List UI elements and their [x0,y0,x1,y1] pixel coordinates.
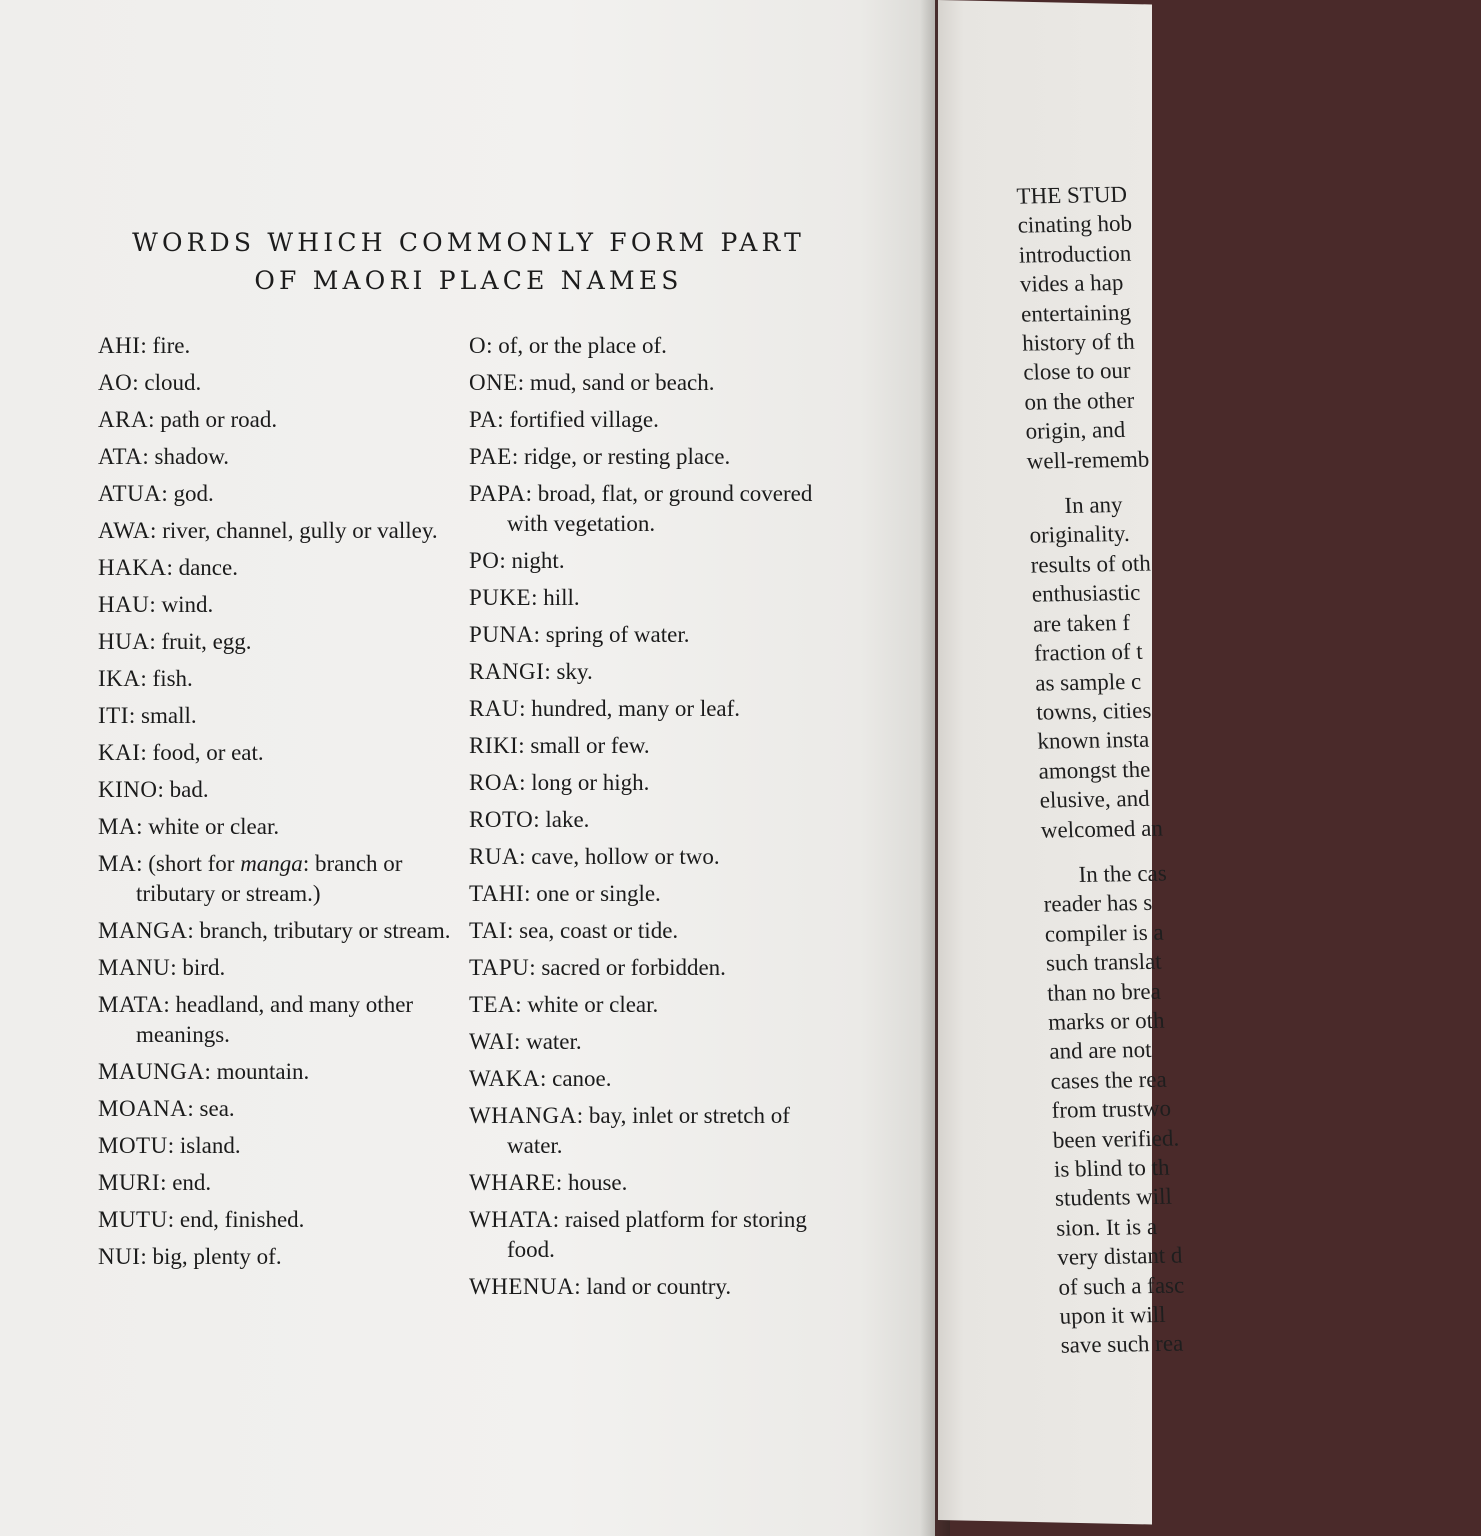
entry-definition: food, or eat. [152,740,264,765]
entry-word: HAU [98,592,150,617]
entry-colon: : [136,851,149,876]
facing-page-line: sion. It is a [1055,1213,1158,1241]
entry-definition: shadow. [154,444,230,469]
entry-colon: : [160,1170,173,1195]
glossary-entry [98,516,478,546]
entry-word: RAU [469,696,520,721]
facing-page-line: enthusiastic [1031,580,1141,607]
entry-word: ITI [98,703,129,728]
entry-colon: : [519,770,532,795]
facing-page-line: students will [1054,1184,1173,1212]
glossary-entry [469,768,849,798]
entry-definition: hill. [543,585,580,610]
facing-page-line: vides a hap [1019,270,1124,297]
entry-definition: raised platform for storing food. [507,1207,807,1262]
entry-colon: : [525,481,538,506]
entry-definition: fire. [152,333,191,358]
entry-word: AWA [98,518,151,543]
entry-colon: : [150,518,163,543]
facing-page-line: save such rea [1060,1331,1184,1359]
entry-colon: : [149,592,162,617]
glossary-entry [98,1131,478,1161]
glossary-entry [98,1205,478,1235]
facing-page-line: are taken f [1032,609,1131,637]
entry-colon: : [136,814,149,839]
entry-word: MATA [98,992,164,1017]
entry-colon: : [552,1207,565,1232]
entry-definition: mountain. [216,1059,310,1084]
entry-word: ATA [98,444,143,469]
glossary-entry [98,849,478,909]
facing-page-line: close to our [1022,358,1132,386]
entry-colon: : [148,407,161,432]
glossary-entry [98,1168,478,1198]
glossary-entry [469,368,849,398]
entry-colon: : [166,555,179,580]
glossary-entry [469,842,849,872]
glossary-entry [98,990,478,1050]
glossary-entry [469,1101,849,1161]
entry-definition: path or road. [160,407,278,432]
entry-word: NUI [98,1244,141,1269]
glossary-entry [98,627,478,657]
entry-word: HAKA [98,555,167,580]
facing-page-line: history of th [1021,328,1136,356]
facing-page [938,0,1185,1524]
entry-definition: sacred or forbidden. [541,955,726,980]
glossary-entry [469,583,849,613]
entry-word: RUA [469,844,520,869]
entry-word: PUNA [469,622,534,647]
entry-definition: end. [172,1170,212,1195]
entry-word: MUTU [98,1207,168,1232]
facing-page-line: THE STUD [1016,181,1128,209]
facing-page-line: In any [1063,492,1123,519]
right-column [469,331,849,1309]
entry-definition: cave, hollow or two. [531,844,720,869]
entry-definition: of, or the place of. [498,333,667,358]
glossary-entry [98,1242,478,1272]
entry-colon: : [140,333,153,358]
entry-word: ROA [469,770,520,795]
entry-word: PAE [469,444,512,469]
entry-colon: : [511,444,524,469]
entry-definition: fruit, egg. [161,629,252,654]
glossary-entry [98,479,478,509]
entry-definition: canoe. [552,1066,612,1091]
definition-part: : branch or tributary or stream.) [136,851,403,906]
entry-colon: : [519,696,532,721]
entry-word: WHARE [469,1170,556,1195]
entry-word: IKA [98,666,141,691]
entry-word: MA [98,814,137,839]
facing-page-line: results of oth [1030,550,1152,578]
entry-definition: branch, tributary or stream. [199,918,451,943]
entry-definition: one or single. [536,881,661,906]
entry-definition: headland, and many other meanings. [136,992,414,1047]
entry-colon: : [524,881,537,906]
entry-word: WHANGA [469,1103,577,1128]
facing-page-line: fraction of t [1033,638,1144,666]
glossary-entry [98,812,478,842]
entry-definition: island. [179,1133,241,1158]
glossary-entry [469,916,849,946]
entry-word: ARA [98,407,149,432]
entry-colon: : [140,740,153,765]
entry-definition: land or country. [586,1274,732,1299]
entry-colon: : [140,1244,153,1269]
facing-page-line: compiler is a [1044,919,1165,947]
facing-page-line: introduction [1018,240,1132,268]
entry-colon: : [142,444,155,469]
glossary-entry [469,805,849,835]
entry-word: MOANA [98,1096,188,1121]
entry-word: AHI [98,333,141,358]
facing-page-line: cinating hob [1017,211,1133,239]
entry-definition: small or few. [530,733,650,758]
title-line-2: OF MAORI PLACE NAMES [254,266,683,295]
entry-colon: : [187,1096,200,1121]
entry-definition: broad, flat, or ground covered with vegetation. [507,481,813,536]
entry-definition: bay, inlet or stretch of water. [507,1103,790,1158]
facing-page-line: of such a fasc [1057,1272,1185,1300]
glossary-entry [469,657,849,687]
facing-page-line: such translat [1045,948,1163,976]
entry-word: KAI [98,740,141,765]
entry-colon: : [533,622,546,647]
glossary-entry [469,331,849,361]
facing-page-line: towns, cities [1035,697,1152,725]
glossary-entry [469,620,849,650]
glossary-entry [98,916,478,946]
entry-word: HUA [98,629,150,654]
entry-word: WHENUA [469,1274,575,1299]
glossary-entry [469,479,849,539]
entry-colon: : [499,548,512,573]
facing-page-line: well-rememb [1026,446,1150,474]
glossary-entry [98,738,478,768]
entry-definition [136,851,402,906]
entry-definition: sky. [556,659,593,684]
entry-word: WAI [469,1029,514,1054]
entry-word: PUKE [469,585,532,610]
entry-definition: bad. [169,777,209,802]
facing-page-line: as sample c [1034,668,1142,696]
facing-page-line: upon it will [1059,1301,1167,1329]
glossary-entry [98,442,478,472]
glossary-entry [469,546,849,576]
glossary-entry [98,590,478,620]
entry-definition: white or clear. [148,814,280,839]
facing-page-line: reader has s [1043,890,1153,918]
entry-colon: : [187,918,200,943]
entry-word: PAPA [469,481,526,506]
facing-page-line: entertaining [1020,299,1132,327]
entry-definition: night. [511,548,565,573]
entry-word: ROTO [469,807,534,832]
entry-definition: hundred, many or leaf. [531,696,741,721]
entry-definition: sea, coast or tide. [519,918,679,943]
entry-colon: : [506,918,520,943]
entry-definition: end, finished. [179,1207,305,1232]
facing-page-line: been verified. [1052,1125,1180,1153]
title-line-1: WORDS WHICH COMMONLY FORM PART [132,228,805,257]
entry-colon: : [515,992,528,1017]
glossary-entry [469,1027,849,1057]
entry-word: TAHI [469,881,525,906]
glossary-entry [98,331,478,361]
entry-colon: : [517,370,530,395]
facing-page-line: cases the rea [1050,1066,1168,1094]
entry-word: PO [469,548,500,573]
entry-definition: big, plenty of. [152,1244,282,1269]
facing-page-text [1016,174,1481,1360]
entry-colon: : [576,1103,589,1128]
facing-page-line: originality. [1029,521,1131,549]
definition-emphasis: manga [240,851,303,876]
entry-colon: : [170,955,183,980]
glossary-entry [98,953,478,983]
entry-word: WHATA [469,1207,553,1232]
glossary-entry [98,1057,478,1087]
entry-definition: wind. [161,592,214,617]
entry-definition: spring of water. [545,622,690,647]
glossary-entry [469,1064,849,1094]
glossary-entry [469,1168,849,1198]
entry-colon: : [157,777,170,802]
entry-definition: fish. [152,666,193,691]
entry-word: AO [98,370,133,395]
facing-page-line: amongst the [1038,756,1151,784]
entry-definition: cloud. [144,370,202,395]
entry-colon: : [513,1029,527,1054]
entry-definition: ridge, or resting place. [523,444,731,469]
entry-word: ONE [469,370,518,395]
entry-definition: lake. [545,807,590,832]
facing-page-line: origin, and [1025,417,1126,444]
entry-word: MOTU [98,1133,168,1158]
entry-word: MA [98,851,137,876]
glossary-entry [469,731,849,761]
glossary-entry [469,442,849,472]
facing-page-line: known insta [1037,727,1150,754]
facing-page-line: on the other [1023,387,1135,415]
entry-definition: water. [526,1029,582,1054]
glossary-entry [98,1094,478,1124]
left-column [98,331,478,1279]
glossary-entry [98,405,478,435]
entry-colon: : [531,585,544,610]
glossary-entry [469,990,849,1020]
entry-colon: : [574,1274,587,1299]
entry-definition: sea. [199,1096,235,1121]
entry-colon: : [544,659,557,684]
facing-page-line: In the cas [1078,860,1168,887]
entry-word: TEA [469,992,516,1017]
entry-colon: : [518,733,531,758]
entry-definition: dance. [178,555,238,580]
entry-definition: mud, sand or beach. [529,370,715,395]
entry-colon: : [497,407,510,432]
entry-colon: : [486,333,499,358]
entry-colon: : [555,1170,568,1195]
glossary-entry [98,775,478,805]
entry-word: MANU [98,955,171,980]
entry-colon: : [529,955,542,980]
entry-colon: : [149,629,162,654]
entry-colon: : [519,844,532,869]
glossary-entry [469,953,849,983]
glossary-entry [469,694,849,724]
entry-word: RIKI [469,733,519,758]
entry-word: MAUNGA [98,1059,205,1084]
entry-word: WAKA [469,1066,540,1091]
page-title [96,224,841,300]
entry-definition: small. [141,703,197,728]
entry-colon: : [161,481,174,506]
entry-definition: house. [567,1170,628,1195]
facing-page-line: than no brea [1046,978,1162,1006]
facing-page-line: from trustwo [1051,1095,1172,1123]
entry-colon: : [140,666,153,691]
facing-page-line: elusive, and [1039,785,1151,813]
entry-colon: : [132,370,145,395]
entry-word: ATUA [98,481,162,506]
entry-definition: long or high. [531,770,650,795]
glossary-entry [469,405,849,435]
entry-word: TAPU [469,955,530,980]
entry-colon: : [540,1066,553,1091]
entry-word: TAI [469,918,507,943]
entry-colon: : [163,992,176,1017]
glossary-entry [469,879,849,909]
entry-word: RANGI [469,659,545,684]
entry-colon: : [204,1059,217,1084]
facing-page-line: welcomed an [1040,815,1164,843]
entry-word: PA [469,407,498,432]
entry-word: MANGA [98,918,188,943]
entry-definition: white or clear. [527,992,659,1017]
entry-definition: river, channel, gully or valley. [162,518,438,543]
glossary-entry [98,701,478,731]
glossary-entry [469,1205,849,1265]
facing-page-line: very distant d [1056,1242,1183,1270]
glossary-entry [98,553,478,583]
facing-page-line: marks or oth [1047,1007,1165,1035]
entry-word: KINO [98,777,158,802]
entry-definition: god. [173,481,214,506]
facing-page-line: is blind to th [1053,1154,1170,1182]
glossary-entry [469,1272,849,1302]
entry-colon: : [167,1207,180,1232]
entry-definition: bird. [182,955,226,980]
entry-colon: : [533,807,546,832]
glossary-entry [98,664,478,694]
facing-page-line: and are not [1048,1037,1152,1065]
entry-word: MURI [98,1170,161,1195]
glossary-entry [98,368,478,398]
definition-part: (short for [148,851,241,876]
entry-colon: : [167,1133,180,1158]
entry-definition: fortified village. [509,407,659,432]
entry-colon: : [128,703,142,728]
entry-word: O [469,333,487,358]
